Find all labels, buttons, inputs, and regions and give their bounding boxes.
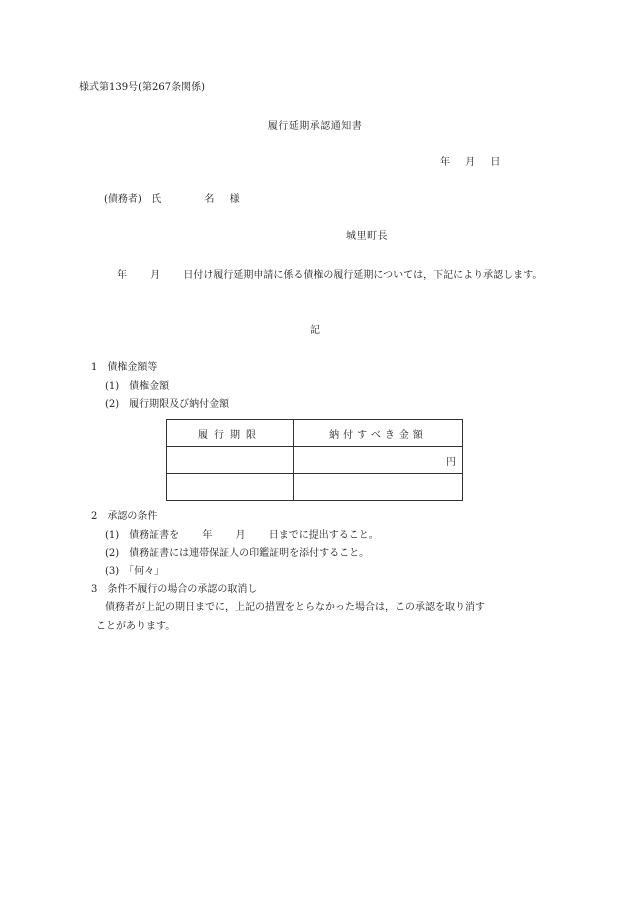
section2-item2: (2) 債務証書には連帯保証人の印鑑証明を添付すること。: [105, 548, 370, 559]
debtor-name-2: 名: [204, 194, 215, 205]
body-month: 月: [150, 270, 161, 281]
section1-heading: 1 債権金額等: [91, 362, 158, 373]
date-line: [440, 156, 500, 170]
section2-item3: (3) 「何々」: [105, 566, 165, 577]
body-year: 年: [117, 270, 127, 281]
section1-item1: (1) 債権金額: [105, 381, 170, 392]
debtor-honorific: 様: [229, 194, 240, 205]
section2-item1-prefix: (1) 債務証書を: [105, 530, 180, 541]
date-month: 月: [465, 157, 476, 168]
date-day: 日: [490, 157, 501, 168]
table-cell-amount: [294, 474, 463, 501]
section3-line2: ことがあります。: [96, 621, 176, 632]
table-cell-date: [167, 474, 294, 501]
body-text: 日付け履行延期申請に係る債権の履行延期については，下記により承認します。: [183, 270, 543, 281]
section2-item1-suffix: 日までに提出すること。: [268, 530, 379, 541]
section2-item1-year: 年: [202, 530, 213, 541]
table-cell-amount: 円: [294, 447, 463, 474]
payment-table: [166, 419, 463, 501]
section3-heading: 3 条件不履行の場合の承認の取消し: [91, 584, 258, 595]
date-year: 年: [440, 157, 450, 168]
debtor-name-1: 氏: [151, 194, 162, 205]
section1-item2: (2) 履行期限及び納付金額: [105, 399, 230, 410]
section3-line1: 債務者が上記の期日までに，上記の措置をとらなかった場合は，この承認を取り消す: [105, 602, 485, 613]
ki-heading: 記: [310, 325, 320, 336]
section2-heading: 2 承認の条件: [91, 511, 158, 522]
table-row: [167, 447, 463, 474]
header-due-date: 履行期限: [167, 420, 294, 447]
section2-item1: [105, 529, 379, 543]
debtor-prefix: (債務者): [104, 194, 142, 205]
issuer: 城里町長: [346, 231, 388, 242]
header-amount: 納付すべき金額: [294, 420, 463, 447]
table-row: [167, 474, 463, 501]
form-number: 様式第139号(第267条関係): [79, 82, 205, 93]
table-header-row: [167, 420, 463, 447]
table-cell-date: [167, 447, 294, 474]
addressee-line: [104, 193, 240, 207]
body-paragraph: [79, 266, 549, 285]
section2-item1-month: 月: [235, 530, 246, 541]
document-title: 履行延期承認通知書: [267, 121, 363, 132]
